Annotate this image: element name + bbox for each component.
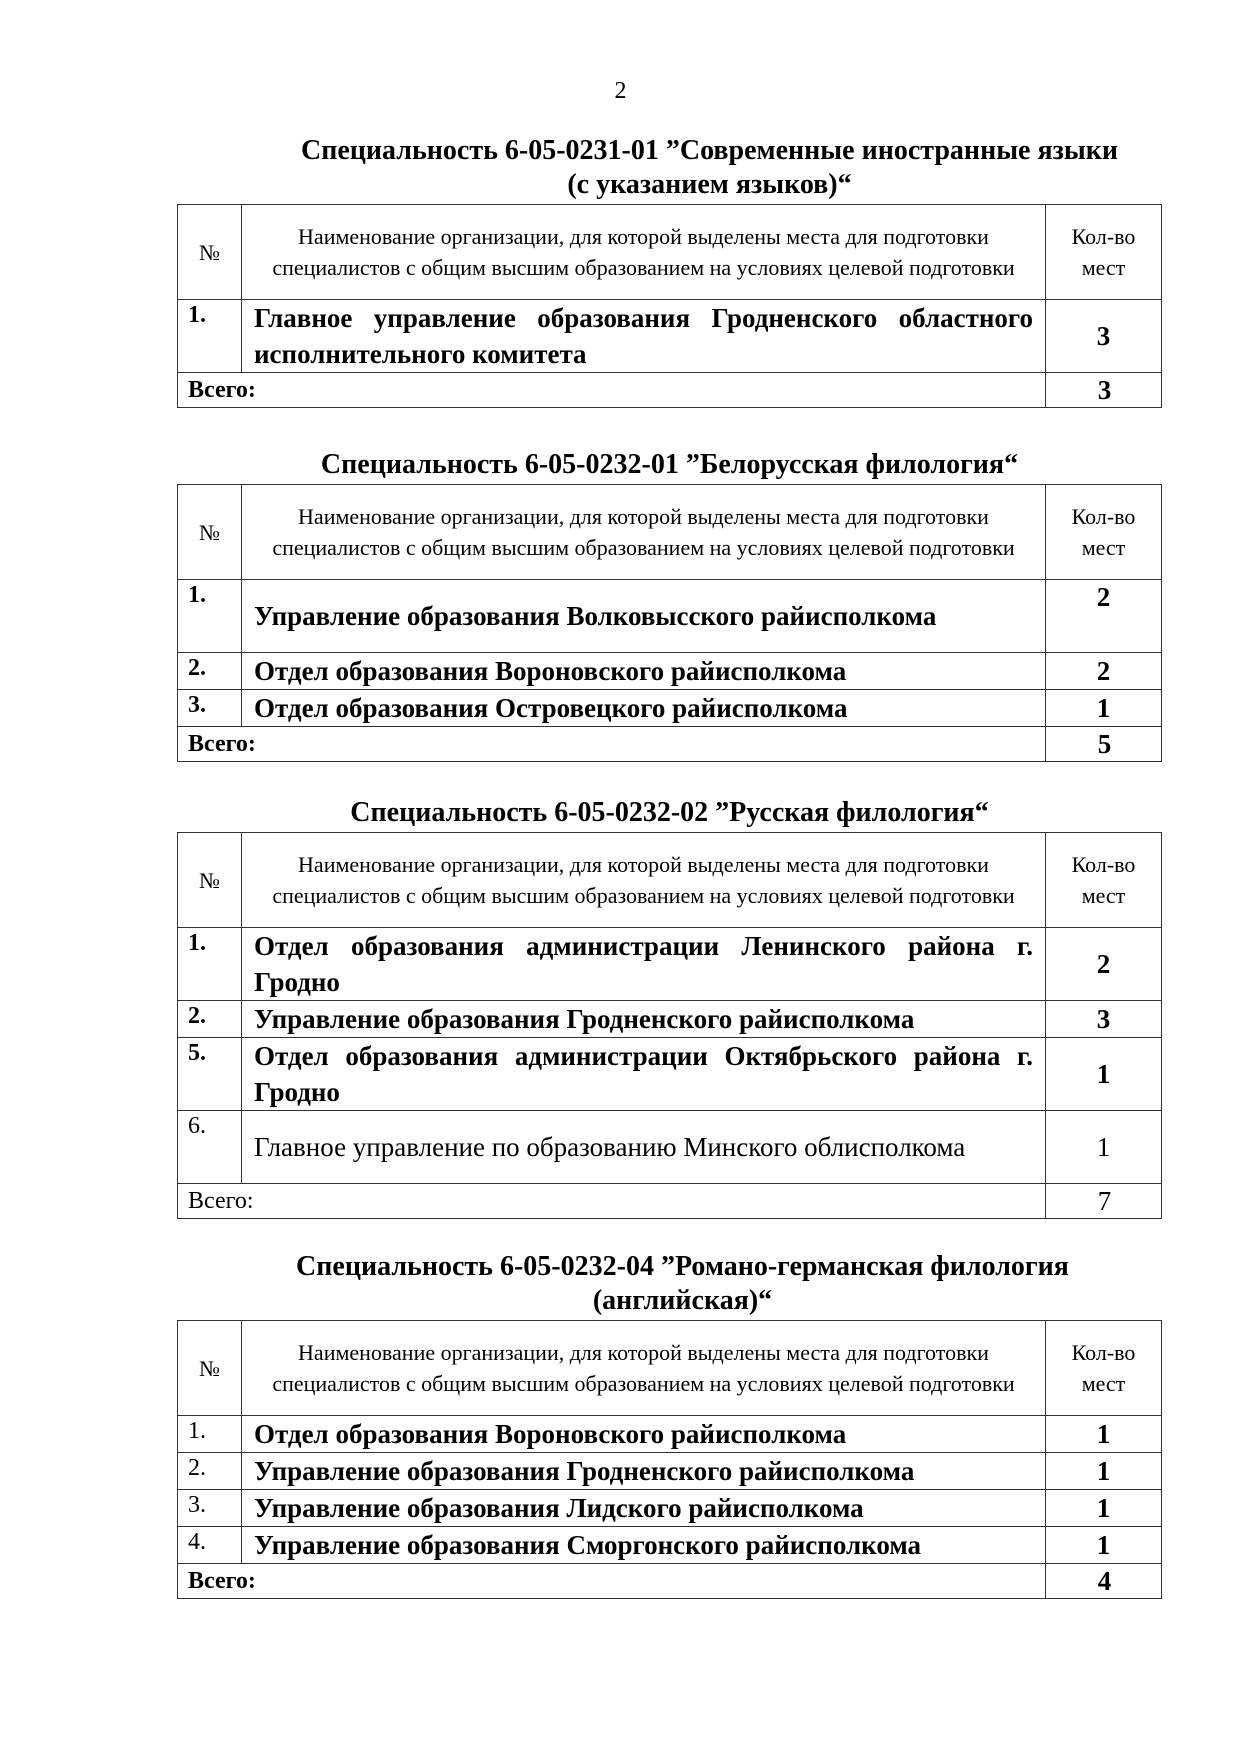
table-row [178, 653, 1162, 690]
table-row [178, 1490, 1162, 1527]
total-count: 7 [1046, 1184, 1162, 1219]
table-row [178, 1001, 1162, 1038]
row-num: 2. [178, 653, 242, 690]
row-num: 1. [178, 1416, 242, 1453]
header-row [178, 205, 1162, 300]
row-count: 1 [1046, 1416, 1162, 1453]
allocation-table [177, 1320, 1162, 1599]
col-header-count: Кол-во мест [1046, 485, 1162, 580]
section-title [177, 448, 1162, 482]
row-count: 3 [1046, 1001, 1162, 1038]
row-num: 1. [178, 928, 242, 1001]
section-title-line1: Специальность 6-05-0232-01 ”Белорусская филология“ [320, 449, 1019, 480]
row-count: 2 [1046, 653, 1162, 690]
row-count: 1 [1046, 1038, 1162, 1111]
header-row [178, 833, 1162, 928]
allocation-table [177, 204, 1162, 408]
col-header-name: Наименование организации, для которой выделены места для подготовки специалистов с общим высшим образованием на условиях целевой подготовки [242, 485, 1046, 580]
col-header-name: Наименование организации, для которой выделены места для подготовки специалистов с общим высшим образованием на условиях целевой подготовки [242, 833, 1046, 928]
section-title-line1: Специальность 6-05-0232-04 ”Романо-германская филология [296, 1251, 1069, 1282]
table-row [178, 690, 1162, 727]
row-org: Управление образования Сморгонского райисполкома [242, 1527, 1046, 1564]
table-row [178, 1453, 1162, 1490]
col-header-name: Наименование организации, для которой выделены места для подготовки специалистов с общим высшим образованием на условиях целевой подготовки [242, 205, 1046, 300]
total-row [178, 1564, 1162, 1599]
table-row [178, 1416, 1162, 1453]
row-num: 2. [178, 1453, 242, 1490]
row-org: Отдел образования Вороновского райисполкома [242, 1416, 1046, 1453]
row-num: 4. [178, 1527, 242, 1564]
row-count: 1 [1046, 1111, 1162, 1184]
table-row [178, 1527, 1162, 1564]
row-num: 3. [178, 690, 242, 727]
allocation-table [177, 832, 1162, 1219]
section-belarusian-philology [177, 448, 1162, 762]
row-num: 5. [178, 1038, 242, 1111]
row-org: Управление образования Гродненского райисполкома [242, 1001, 1046, 1038]
table-row [178, 928, 1162, 1001]
table-row [178, 1038, 1162, 1111]
header-row [178, 485, 1162, 580]
row-count: 2 [1046, 580, 1162, 653]
row-org: Управление образования Волковысского райисполкома [242, 580, 1046, 653]
total-label: Всего: [178, 373, 1046, 408]
col-header-count: Кол-во мест [1046, 1321, 1162, 1416]
section-title-line2: (английская)“ [592, 1285, 773, 1316]
total-row [178, 727, 1162, 762]
row-num: 2. [178, 1001, 242, 1038]
col-header-count: Кол-во мест [1046, 833, 1162, 928]
total-count: 3 [1046, 373, 1162, 408]
total-label: Всего: [178, 1184, 1046, 1219]
col-header-name: Наименование организации, для которой выделены места для подготовки специалистов с общим высшим образованием на условиях целевой подготовки [242, 1321, 1046, 1416]
col-header-num: № [178, 205, 242, 300]
row-org: Главное управление образования Гродненского областного исполнительного комитета [242, 300, 1046, 373]
row-num: 1. [178, 300, 242, 373]
total-label: Всего: [178, 1564, 1046, 1599]
page-number: 2 [614, 78, 627, 104]
section-title [177, 796, 1162, 830]
section-title-line2: (с указанием языков)“ [567, 169, 852, 200]
row-count: 2 [1046, 928, 1162, 1001]
allocation-table [177, 484, 1162, 762]
section-title [177, 1250, 1162, 1318]
row-org: Отдел образования Островецкого райисполкома [242, 690, 1046, 727]
row-count: 1 [1046, 1490, 1162, 1527]
row-org: Управление образования Лидского райисполкома [242, 1490, 1046, 1527]
row-num: 1. [178, 580, 242, 653]
row-org: Отдел образования администрации Октябрьского района г. Гродно [242, 1038, 1046, 1111]
col-header-num: № [178, 833, 242, 928]
row-org: Главное управление по образованию Минского облисполкома [242, 1111, 1046, 1184]
row-num: 6. [178, 1111, 242, 1184]
row-num: 3. [178, 1490, 242, 1527]
section-foreign-languages [177, 134, 1162, 408]
col-header-num: № [178, 1321, 242, 1416]
total-row [178, 373, 1162, 408]
row-count: 1 [1046, 690, 1162, 727]
section-romano-germanic-philology [177, 1250, 1162, 1599]
header-row [178, 1321, 1162, 1416]
table-row [178, 1111, 1162, 1184]
row-org: Управление образования Гродненского райисполкома [242, 1453, 1046, 1490]
col-header-num: № [178, 485, 242, 580]
row-count: 1 [1046, 1453, 1162, 1490]
row-org: Отдел образования администрации Ленинского района г. Гродно [242, 928, 1046, 1001]
section-title [177, 134, 1162, 202]
total-count: 4 [1046, 1564, 1162, 1599]
row-count: 1 [1046, 1527, 1162, 1564]
section-title-line1: Специальность 6-05-0232-02 ”Русская филология“ [350, 797, 989, 828]
section-title-line1: Специальность 6-05-0231-01 ”Современные иностранные языки [300, 135, 1119, 166]
total-count: 5 [1046, 727, 1162, 762]
table-row [178, 580, 1162, 653]
row-org: Отдел образования Вороновского райисполкома [242, 653, 1046, 690]
row-count: 3 [1046, 300, 1162, 373]
total-label: Всего: [178, 727, 1046, 762]
total-row [178, 1184, 1162, 1219]
section-russian-philology [177, 796, 1162, 1219]
table-row [178, 300, 1162, 373]
col-header-count: Кол-во мест [1046, 205, 1162, 300]
